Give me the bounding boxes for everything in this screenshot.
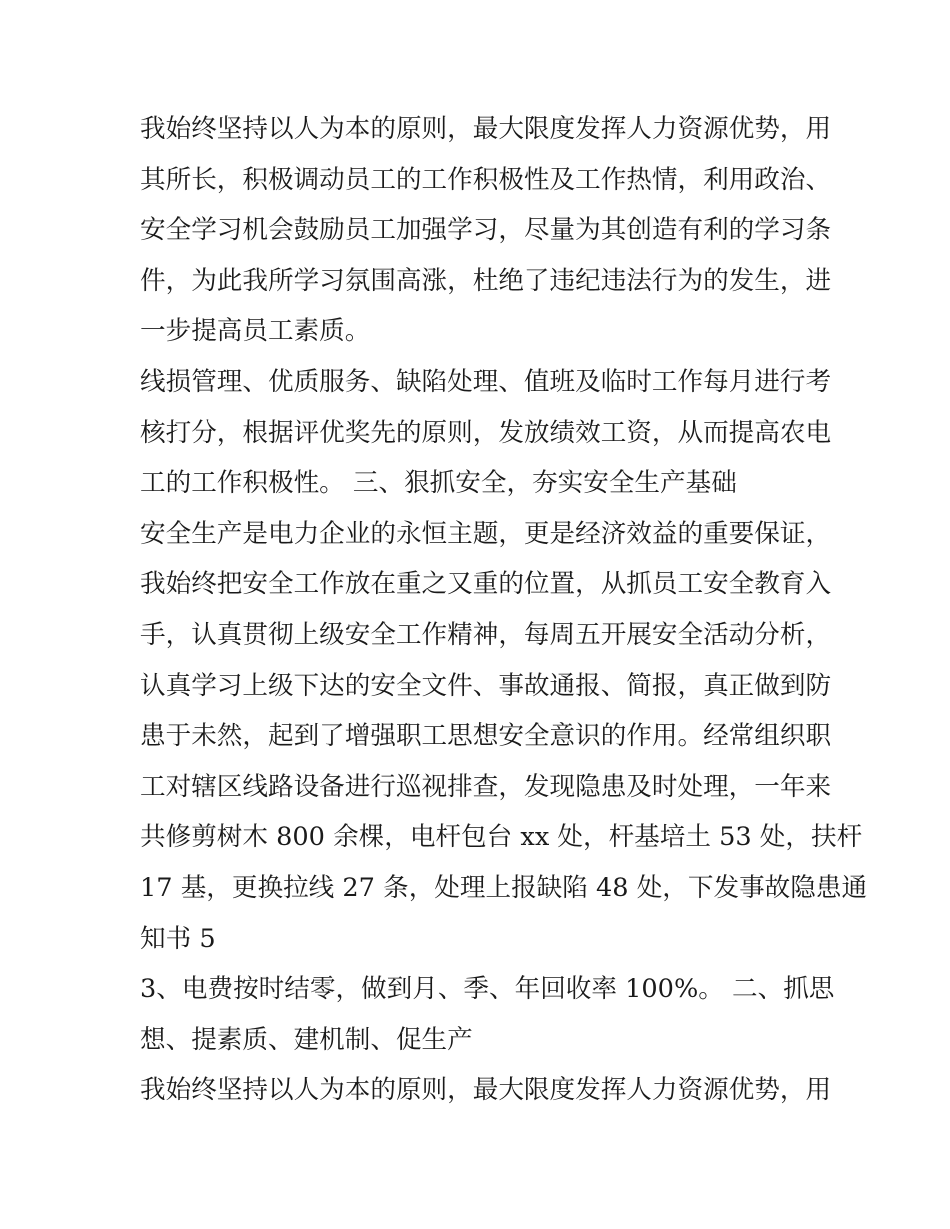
paragraph-safety-production xyxy=(140,509,868,964)
text-line: 我始终坚持以人为本的原则，最大限度发挥人力资源优势，用 xyxy=(140,1075,832,1106)
text-line: 核打分，根据评优奖先的原则，发放绩效工资，从而提高农电 xyxy=(140,417,832,448)
text-line: 一步提高员工素质。 xyxy=(140,316,371,347)
text-line: 安全学习机会鼓励员工加强学习，尽量为其创造有利的学习条 xyxy=(140,215,832,246)
text-line: 3、电费按时结零，做到月、季、年回收率 100%。 二、抓思 xyxy=(140,974,835,1005)
document-body xyxy=(140,104,868,1116)
paragraph-hr-advantage xyxy=(140,104,832,357)
text-line: 工的工作积极性。 三、狠抓安全，夯实安全生产基础 xyxy=(140,468,737,499)
text-line: 线损管理、优质服务、缺陷处理、值班及临时工作每月进行考 xyxy=(140,366,832,397)
text-line: 患于未然，起到了增强职工思想安全意识的作用。经常组织职 xyxy=(140,721,832,752)
text-line: 手，认真贯彻上级安全工作精神，每周五开展安全活动分析， xyxy=(140,619,832,650)
text-line: 想、提素质、建机制、促生产 xyxy=(140,1024,473,1055)
paragraph-hr-advantage-repeat xyxy=(140,1065,832,1116)
text-line: 共修剪树木 800 余棵，电杆包台 xx 处，杆基培土 53 处，扶杆 xyxy=(140,822,863,853)
text-line: 认真学习上级下达的安全文件、事故通报、简报，真正做到防 xyxy=(140,670,832,701)
text-line: 我始终坚持以人为本的原则，最大限度发挥人力资源优势，用 xyxy=(140,114,832,144)
text-line: 工对辖区线路设备进行巡视排查，发现隐患及时处理，一年来 xyxy=(140,771,832,802)
text-line: 安全生产是电力企业的永恒主题，更是经济效益的重要保证， xyxy=(140,518,832,549)
text-line: 知书 5 xyxy=(140,923,216,954)
text-line: 件，为此我所学习氛围高涨，杜绝了违纪违法行为的发生，进 xyxy=(140,265,832,296)
text-line: 17 基，更换拉线 27 条，处理上报缺陷 48 处，下发事故隐患通 xyxy=(140,872,868,903)
paragraph-assessment xyxy=(140,357,832,509)
text-line: 其所长，积极调动员工的工作积极性及工作热情，利用政治、 xyxy=(140,164,832,195)
text-line: 我始终把安全工作放在重之又重的位置，从抓员工安全教育入 xyxy=(140,569,832,600)
paragraph-electricity-fee xyxy=(140,964,835,1065)
